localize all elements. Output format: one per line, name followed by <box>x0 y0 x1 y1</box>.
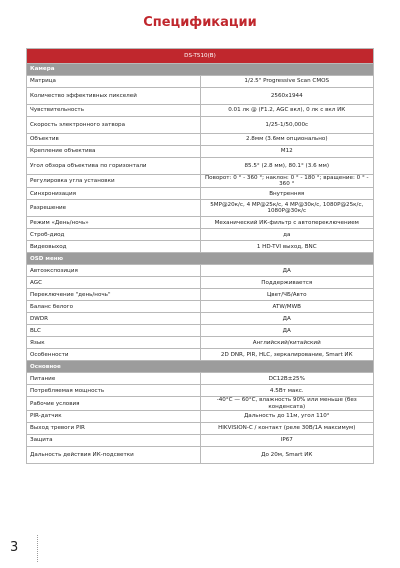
spec-label: Режим «День/ночь» <box>27 217 201 229</box>
spec-row <box>27 277 374 289</box>
spec-label: Синхронизация <box>27 188 201 200</box>
spec-value: 5MP@20к/с, 4 MP@25к/с, 4 MP@30к/с, 1080P@25к/с, 1080P@30к/с <box>200 200 374 217</box>
spec-value: Поддерживается <box>200 277 374 289</box>
spec-row <box>27 241 374 253</box>
spec-row <box>27 385 374 397</box>
spec-row <box>27 217 374 229</box>
spec-label: Матрица <box>27 76 201 88</box>
spec-value: Механический ИК-фильтр с автопереключением <box>200 217 374 229</box>
spec-label: Питание <box>27 373 201 385</box>
spec-row <box>27 301 374 313</box>
spec-label: Чувствительность <box>27 105 201 117</box>
spec-value: IP67 <box>200 434 374 446</box>
spec-value: До 20м, Smart ИК <box>200 446 374 463</box>
spec-value: Цвет/ЧБ/Авто <box>200 289 374 301</box>
spec-row <box>27 175 374 188</box>
spec-label: Язык <box>27 337 201 349</box>
spec-value: ДА <box>200 265 374 277</box>
specifications-table <box>26 48 374 464</box>
spec-row <box>27 446 374 463</box>
spec-label: BLC <box>27 325 201 337</box>
section-title: OSD меню <box>27 253 374 265</box>
section-title: Камера <box>27 64 374 76</box>
spec-value: Английский/китайский <box>200 337 374 349</box>
spec-value: 2D DNR, PIR, HLC, зеркалирование, Smart ИК <box>200 349 374 361</box>
spec-value: ДА <box>200 313 374 325</box>
spec-label: Угол обзора объектива по горизонтали <box>27 158 201 175</box>
spec-row <box>27 134 374 146</box>
spec-row <box>27 117 374 134</box>
spec-value: 85.5° (2.8 мм), 80.1° (3.6 мм) <box>200 158 374 175</box>
spec-value: ДА <box>200 325 374 337</box>
spec-label: Дальность действия ИК-подсветки <box>27 446 201 463</box>
spec-row <box>27 313 374 325</box>
spec-label: Потребляемая мощность <box>27 385 201 397</box>
spec-row <box>27 76 374 88</box>
spec-value: ATW/MWB <box>200 301 374 313</box>
spec-row <box>27 105 374 117</box>
spec-row <box>27 373 374 385</box>
spec-value: 4.5Вт макс. <box>200 385 374 397</box>
spec-row <box>27 265 374 277</box>
spec-row <box>27 188 374 200</box>
spec-row <box>27 349 374 361</box>
spec-row <box>27 146 374 158</box>
page-number-divider <box>37 535 38 562</box>
spec-value: -40°C — 60°C, влажность 90% или меньше (без конденсата) <box>200 397 374 410</box>
spec-label: PIR-датчик <box>27 410 201 422</box>
page-title: Спецификации <box>143 15 257 30</box>
model-name: DS-T510(B) <box>27 49 374 64</box>
spec-label: Крепление объектива <box>27 146 201 158</box>
spec-value: Дальность до 11м, угол 110° <box>200 410 374 422</box>
spec-label: Разрешение <box>27 200 201 217</box>
specifications-table-body <box>27 49 374 464</box>
section-header-row <box>27 253 374 265</box>
spec-row <box>27 158 374 175</box>
spec-label: Защита <box>27 434 201 446</box>
spec-row <box>27 397 374 410</box>
spec-label: Переключение "день/ночь" <box>27 289 201 301</box>
spec-row <box>27 434 374 446</box>
spec-value: 1/2.5" Progressive Scan CMOS <box>200 76 374 88</box>
spec-value: 2560x1944 <box>200 88 374 105</box>
section-header-row <box>27 64 374 76</box>
spec-row <box>27 337 374 349</box>
spec-label: Автоэкспозиция <box>27 265 201 277</box>
spec-label: Видеовыход <box>27 241 201 253</box>
spec-value: Внутренняя <box>200 188 374 200</box>
spec-label: Выход тревоги PIR <box>27 422 201 434</box>
spec-label: Особенности <box>27 349 201 361</box>
spec-value: M12 <box>200 146 374 158</box>
spec-row <box>27 88 374 105</box>
spec-row <box>27 229 374 241</box>
spec-row <box>27 422 374 434</box>
spec-row <box>27 410 374 422</box>
spec-label: Строб-диод <box>27 229 201 241</box>
spec-value: HIKVISION-C / контакт (реле 30В/1А максимум) <box>200 422 374 434</box>
spec-value: 2.8мм (3.6мм опционально) <box>200 134 374 146</box>
model-header-row <box>27 49 374 64</box>
page-number: 3 <box>10 540 19 555</box>
section-header-row <box>27 361 374 373</box>
spec-label: DWDR <box>27 313 201 325</box>
spec-value: да <box>200 229 374 241</box>
section-title: Основное <box>27 361 374 373</box>
spec-label: Рабочие условия <box>27 397 201 410</box>
spec-value: 1 HD-TVI выход, BNC <box>200 241 374 253</box>
spec-value: Поворот: 0 ° - 360 °; наклон: 0 ° - 180 °; вращение: 0 ° - 360 ° <box>200 175 374 188</box>
spec-label: Баланс белого <box>27 301 201 313</box>
spec-value: DC12В±25% <box>200 373 374 385</box>
spec-label: Объектив <box>27 134 201 146</box>
spec-row <box>27 289 374 301</box>
spec-label: AGC <box>27 277 201 289</box>
spec-label: Регулировка угла установки <box>27 175 201 188</box>
spec-value: 0.01 лк @ (F1.2, AGC вкл), 0 лк с вкл ИК <box>200 105 374 117</box>
spec-row <box>27 200 374 217</box>
spec-row <box>27 325 374 337</box>
spec-label: Скорость электронного затвора <box>27 117 201 134</box>
spec-label: Количество эффективных пикселей <box>27 88 201 105</box>
spec-value: 1/25-1/50,000с <box>200 117 374 134</box>
